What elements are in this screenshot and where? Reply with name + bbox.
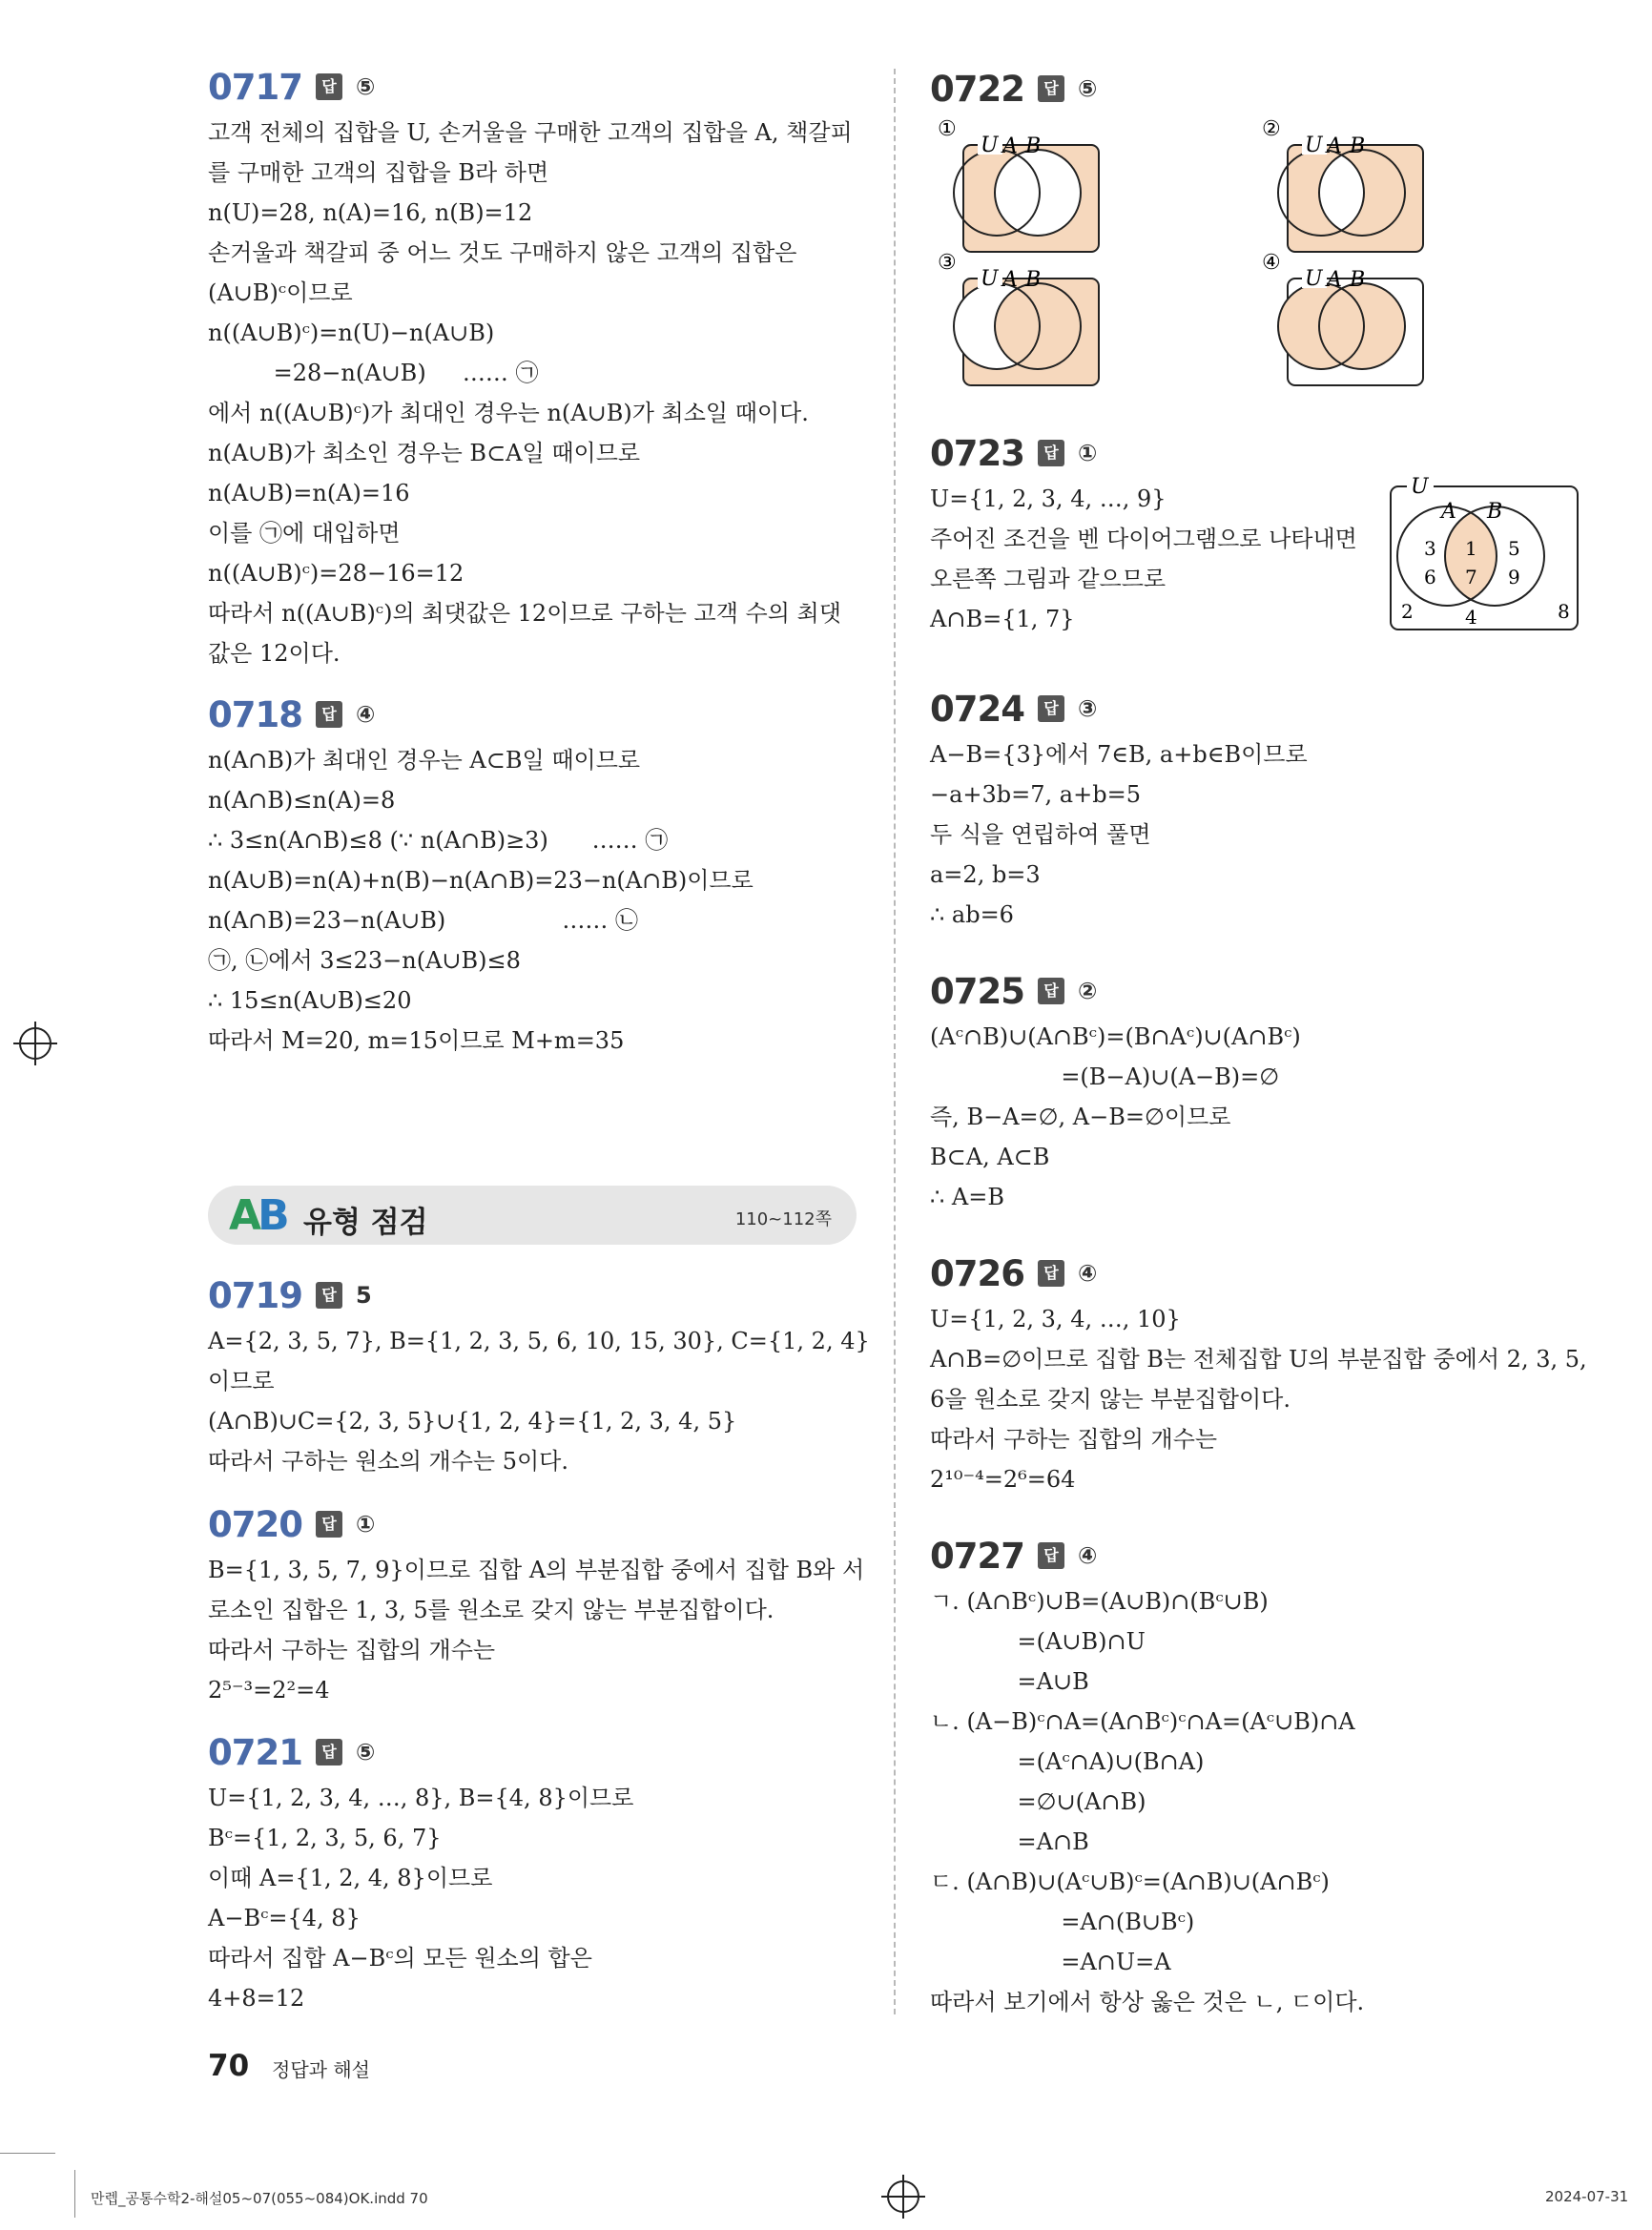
- answer-mark: ③: [1077, 695, 1098, 722]
- text-line: B⊂A, A⊂B: [930, 1144, 1050, 1170]
- venn-option-2: [1262, 117, 1423, 252]
- print-date: 2024-07-31: [1545, 2188, 1629, 2205]
- a-label: A: [1441, 500, 1456, 524]
- a-label: A: [1002, 268, 1018, 292]
- text-line: n(A∩B)≤n(A)=8: [208, 787, 396, 814]
- answer-mark: ①: [355, 1511, 376, 1538]
- u-label: U: [981, 134, 999, 157]
- text-line: A∩B={1, 7}: [930, 606, 1075, 632]
- option-mark: ①: [938, 117, 957, 141]
- text-line: (A∪B)ᶜ이므로: [208, 279, 353, 306]
- u-label: U: [1411, 475, 1429, 499]
- text-line: 로소인 집합은 1, 3, 5를 원소로 갖지 않는 부분집합이다.: [208, 1597, 774, 1623]
- text-line: 값은 12이다.: [208, 640, 341, 667]
- answer-mark: ⑤: [1077, 75, 1098, 102]
- text-line: 따라서 보기에서 항상 옳은 것은 ㄴ, ㄷ이다.: [930, 1989, 1365, 2015]
- problem-0723: [930, 429, 1588, 639]
- text-line: 6을 원소로 갖지 않는 부분집합이다.: [930, 1386, 1291, 1413]
- answer-badge: 답: [316, 1739, 342, 1765]
- text-line: ∴ 15≤n(A∪B)≤20: [208, 987, 412, 1014]
- problem-0718: [208, 691, 861, 1061]
- problem-0721: [208, 1728, 861, 2018]
- text-line: n(U)=28, n(A)=16, n(B)=12: [208, 199, 533, 226]
- solution-text: [208, 1778, 861, 2018]
- text-line: ㄷ. (A∩B)∪(Aᶜ∪B)ᶜ=(A∩B)∪(A∩Bᶜ): [930, 1869, 1330, 1895]
- problem-number: 0727: [930, 1535, 1024, 1577]
- trim-mark: [0, 2153, 55, 2154]
- venn-option-1: [938, 117, 1099, 252]
- text-line: 따라서 집합 A−Bᶜ의 모든 원소의 합은: [208, 1945, 592, 1972]
- venn-element: 8: [1558, 600, 1570, 623]
- text-line: 이를 ㉠에 대입하면: [208, 520, 401, 547]
- venn-diagram-0723: [1388, 475, 1583, 637]
- venn-options: [930, 116, 1588, 393]
- problem-0717: [208, 63, 861, 673]
- b-label: B: [1487, 500, 1503, 524]
- problem-0720: [208, 1500, 865, 1710]
- answer-badge: 답: [316, 1511, 342, 1538]
- venn-element: 9: [1508, 566, 1520, 588]
- venn-option-4: [1262, 251, 1423, 385]
- footer-label: 정답과 해설: [272, 2058, 370, 2081]
- text-line: B={1, 3, 5, 7, 9}이므로 집합 A의 부분집합 중에서 집합 B와 서: [208, 1557, 865, 1583]
- problem-number: 0717: [208, 66, 302, 108]
- problem-number: 0719: [208, 1274, 302, 1316]
- problem-number: 0725: [930, 970, 1024, 1012]
- text-line: ㄱ. (A∩Bᶜ)∪B=(A∪B)∩(Bᶜ∪B): [930, 1588, 1269, 1615]
- text-line: =A∩B: [930, 1828, 1089, 1855]
- solution-text: [208, 1550, 865, 1710]
- answer-badge: 답: [1038, 75, 1064, 102]
- a-label: A: [1327, 268, 1342, 292]
- text-line: 따라서 M=20, m=15이므로 M+m=35: [208, 1027, 625, 1054]
- solution-text: [208, 113, 861, 673]
- problem-number: 0718: [208, 693, 302, 735]
- text-line: A∩B=∅이므로 집합 B는 전체집합 U의 부분집합 중에서 2, 3, 5,: [930, 1346, 1587, 1373]
- problem-0724: [930, 685, 1588, 935]
- text-line: 따라서 n((A∪B)ᶜ)의 최댓값은 12이므로 구하는 고객 수의 최댓: [208, 600, 841, 627]
- text-line: =A∪B: [930, 1668, 1089, 1695]
- trim-mark: [74, 2170, 75, 2218]
- answer-badge: 답: [1038, 1542, 1064, 1569]
- text-line: 오른쪽 그림과 같으므로: [930, 566, 1167, 592]
- answer-mark: ②: [1077, 978, 1098, 1004]
- option-mark: ③: [938, 251, 957, 275]
- problem-number: 0726: [930, 1252, 1024, 1294]
- option-mark: ④: [1262, 251, 1281, 275]
- option-mark: ②: [1262, 117, 1281, 141]
- answer-mark: ⑤: [355, 1739, 376, 1765]
- text-line: ㉠, ㉡에서 3≤23−n(A∪B)≤8: [208, 947, 521, 974]
- problem-0727: [930, 1532, 1588, 2022]
- text-line: =A∩U=A: [930, 1949, 1171, 1975]
- text-line: A={2, 3, 5, 7}, B={1, 2, 3, 5, 6, 10, 15, 30}, C={1, 2, 4}: [208, 1328, 870, 1354]
- text-line: A−B={3}에서 7∈B, a+b∈B이므로: [930, 741, 1308, 768]
- text-line: =A∩(B∪Bᶜ): [930, 1909, 1195, 1935]
- solution-text: [930, 1017, 1588, 1217]
- text-line: 2⁵⁻³=2²=4: [208, 1677, 330, 1703]
- text-line: 이때 A={1, 2, 4, 8}이므로: [208, 1865, 493, 1891]
- text-line: 두 식을 연립하여 풀면: [930, 821, 1151, 848]
- text-line: 2¹⁰⁻⁴=2⁶=64: [930, 1466, 1076, 1493]
- text-line: ㄴ. (A−B)ᶜ∩A=(A∩Bᶜ)ᶜ∩A=(Aᶜ∪B)∩A: [930, 1708, 1355, 1735]
- answer-mark: ④: [1077, 1260, 1098, 1287]
- a-label: A: [1327, 134, 1342, 158]
- text-line: n(A∪B)=n(A)+n(B)−n(A∩B)=23−n(A∩B)이므로: [208, 867, 754, 894]
- text-line: n(A∩B)가 최대인 경우는 A⊂B일 때이므로: [208, 747, 641, 774]
- text-line: U={1, 2, 3, 4, …, 8}, B={4, 8}이므로: [208, 1785, 634, 1811]
- answer-badge: 답: [316, 73, 342, 100]
- page-number: 70: [208, 2049, 250, 2083]
- print-file-info: 만렙_공통수학2-해설05~07(055~084)OK.indd 70: [91, 2190, 428, 2207]
- text-line: Bᶜ={1, 2, 3, 5, 6, 7}: [208, 1825, 442, 1851]
- text-line: 를 구매한 고객의 집합을 B라 하면: [208, 159, 549, 186]
- answer-badge: 답: [316, 701, 342, 728]
- text-line: 고객 전체의 집합을 U, 손거울을 구매한 고객의 집합을 A, 책갈피: [208, 119, 853, 146]
- solution-text: [930, 1299, 1588, 1499]
- venn-element: 5: [1508, 537, 1520, 560]
- text-line: 에서 n((A∪B)ᶜ)가 최대인 경우는 n(A∪B)가 최소일 때이다.: [208, 400, 809, 426]
- text-line: =(B−A)∪(A−B)=∅: [930, 1063, 1280, 1090]
- text-line: 따라서 구하는 집합의 개수는: [930, 1426, 1218, 1453]
- text-line: =28−n(A∪B) …… ㉠: [208, 360, 539, 386]
- text-line: 따라서 구하는 집합의 개수는: [208, 1637, 496, 1663]
- text-line: U={1, 2, 3, 4, …, 9}: [930, 485, 1167, 512]
- b-label: B: [1025, 268, 1042, 292]
- text-line: 손거울과 책갈피 중 어느 것도 구매하지 않은 고객의 집합은: [208, 239, 797, 266]
- answer-badge: 답: [1038, 440, 1064, 466]
- text-line: A−Bᶜ={4, 8}: [208, 1905, 361, 1931]
- text-line: =(A∪B)∩U: [930, 1628, 1146, 1655]
- problem-number: 0720: [208, 1503, 302, 1545]
- text-line: ∴ 3≤n(A∩B)≤8 (∵ n(A∩B)≥3) …… ㉠: [208, 827, 669, 854]
- text-line: =(Aᶜ∩A)∪(B∩A): [930, 1748, 1205, 1775]
- u-label: U: [1305, 134, 1323, 157]
- solution-text: [208, 740, 861, 1061]
- problem-0726: [930, 1249, 1588, 1499]
- ab-logo: AB: [229, 1191, 286, 1240]
- section-pages: 110~112쪽: [734, 1209, 832, 1229]
- problem-number: 0722: [930, 68, 1024, 110]
- answer-badge: 답: [1038, 978, 1064, 1004]
- venn-element: 7: [1465, 566, 1477, 588]
- answer-mark: ④: [355, 701, 376, 728]
- problem-number: 0723: [930, 432, 1024, 474]
- answer-badge: 답: [1038, 695, 1064, 722]
- problem-number: 0724: [930, 688, 1024, 730]
- a-label: A: [1002, 134, 1018, 158]
- text-line: 주어진 조건을 벤 다이어그램으로 나타내면: [930, 526, 1357, 552]
- text-line: (Aᶜ∩B)∪(A∩Bᶜ)=(B∩Aᶜ)∪(A∩Bᶜ): [930, 1023, 1301, 1050]
- text-line: 4+8=12: [208, 1985, 305, 2012]
- text-line: n(A∪B)가 최소인 경우는 B⊂A일 때이므로: [208, 440, 641, 466]
- text-line: n((A∪B)ᶜ)=28−16=12: [208, 560, 465, 587]
- b-label: B: [1025, 134, 1042, 158]
- text-line: 즉, B−A=∅, A−B=∅이므로: [930, 1104, 1231, 1130]
- text-line: −a+3b=7, a+b=5: [930, 781, 1141, 808]
- answer-badge: 답: [316, 1282, 342, 1309]
- answer-badge: 답: [1038, 1260, 1064, 1287]
- problem-0722: [930, 65, 1588, 292]
- solution-text: [930, 734, 1588, 935]
- answer-mark: 5: [355, 1282, 372, 1309]
- b-label: B: [1350, 134, 1366, 158]
- column-divider: [894, 69, 896, 2014]
- venn-element: 3: [1424, 537, 1436, 560]
- solution-text: [208, 1321, 870, 1481]
- text-line: ∴ ab=6: [930, 901, 1014, 928]
- solution-text: [930, 1581, 1588, 2022]
- problem-number: 0721: [208, 1731, 302, 1773]
- registration-mark-icon: [19, 1027, 52, 1060]
- u-label: U: [1305, 267, 1323, 291]
- text-line: ∴ A=B: [930, 1184, 1004, 1210]
- venn-element: 4: [1465, 606, 1477, 629]
- text-line: a=2, b=3: [930, 861, 1041, 888]
- text-line: n((A∪B)ᶜ)=n(U)−n(A∪B): [208, 320, 495, 346]
- venn-element: 2: [1401, 600, 1414, 623]
- problem-0725: [930, 967, 1588, 1217]
- text-line: (A∩B)∪C={2, 3, 5}∪{1, 2, 4}={1, 2, 3, 4, 5}: [208, 1408, 737, 1435]
- answer-mark: ⑤: [355, 73, 376, 100]
- text-line: n(A∪B)=n(A)=16: [208, 480, 410, 506]
- venn-element: 6: [1424, 566, 1436, 588]
- answer-mark: ①: [1077, 440, 1098, 466]
- registration-mark-icon: [887, 2180, 919, 2213]
- problem-0719: [208, 1271, 870, 1481]
- venn-option-3: [938, 251, 1099, 385]
- b-label: B: [1350, 268, 1366, 292]
- text-line: n(A∩B)=23−n(A∪B) …… ㉡: [208, 907, 638, 934]
- answer-mark: ④: [1077, 1542, 1098, 1569]
- section-banner: [208, 1186, 857, 1245]
- section-title: 유형 점검: [303, 1206, 428, 1240]
- text-line: =∅∪(A∩B): [930, 1788, 1146, 1815]
- u-label: U: [981, 267, 999, 291]
- venn-element: 1: [1465, 537, 1477, 560]
- text-line: 이므로: [208, 1368, 275, 1394]
- text-line: 따라서 구하는 원소의 개수는 5이다.: [208, 1448, 568, 1475]
- text-line: U={1, 2, 3, 4, …, 10}: [930, 1306, 1181, 1332]
